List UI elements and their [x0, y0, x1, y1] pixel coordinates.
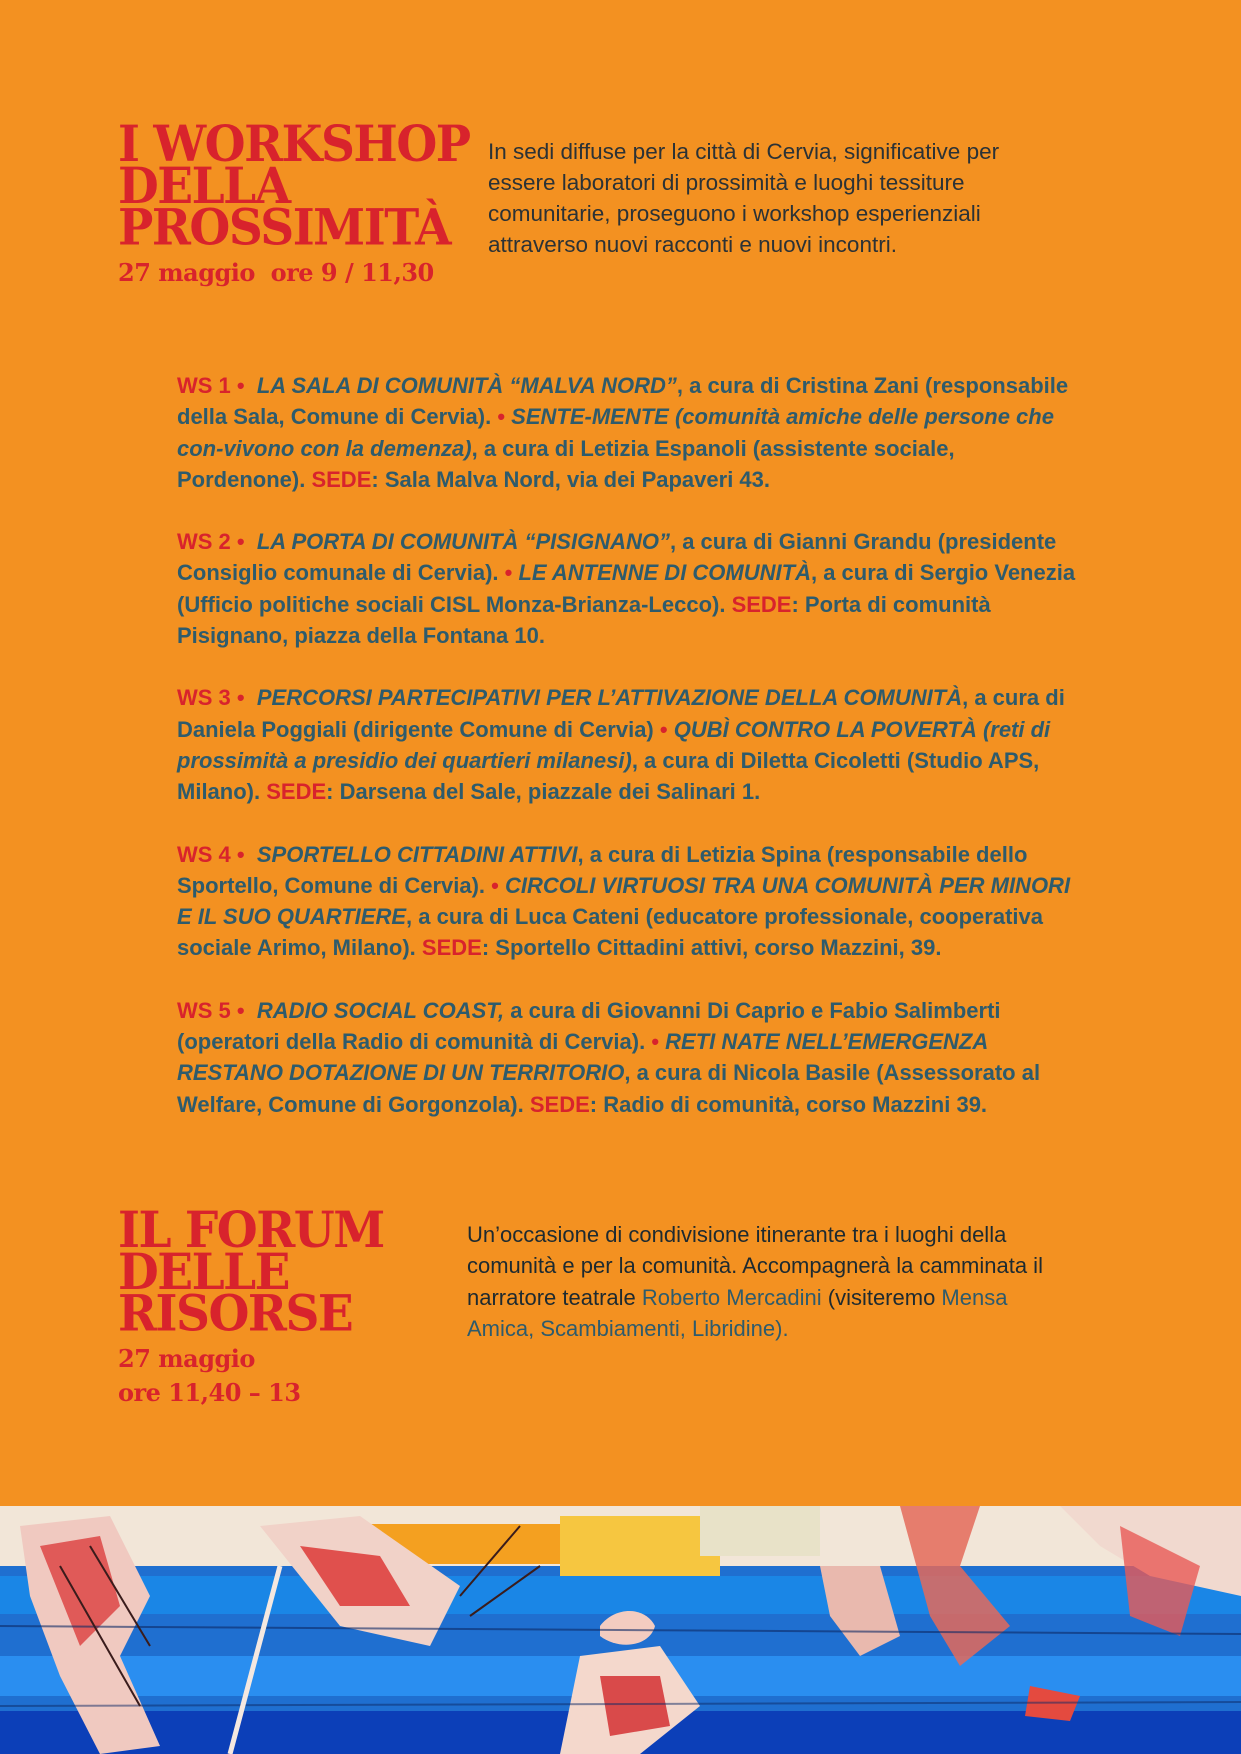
bullet: •	[659, 716, 668, 742]
workshop-number: WS 5	[177, 997, 231, 1023]
workshop-b-text: , a cura di Letizia Espanoli (assistente sociale, Pordenone).	[177, 435, 955, 492]
forum-time: ore 11,40 – 13	[118, 1378, 301, 1407]
workshop-title	[118, 115, 478, 258]
sede-label: SEDE	[529, 1091, 590, 1117]
workshop-a-text: , a cura di Gianni Grandu (presidente Consiglio comunale di Cervia).	[177, 529, 1057, 586]
forum-title-line-3: RISORSE	[118, 1285, 353, 1344]
workshop-item-2	[177, 526, 1077, 651]
workshop-a-text: , a cura di Cristina Zani (responsabile della Sala, Comune di Cervia).	[177, 373, 1069, 430]
workshop-datetime	[118, 258, 434, 288]
forum-date: 27 maggio	[118, 1344, 255, 1373]
forum-title-line-1: IL FORUM	[118, 1201, 384, 1260]
bullet: •	[236, 841, 245, 867]
bullet: •	[236, 373, 245, 398]
workshop-number: WS 4	[177, 841, 231, 867]
workshop-a-title: LA SALA DI COMUNITÀ “MALVA NORD”	[256, 373, 677, 398]
forum-datetime	[118, 1342, 301, 1410]
sede-text: : Porta di comunità Pisignano, piazza della Fontana 10.	[177, 591, 991, 649]
workshop-a-title: RADIO SOCIAL COAST,	[256, 997, 505, 1023]
workshop-time: ore 9 / 11,30	[270, 258, 434, 287]
workshop-b-text: , a cura di Sergio Venezia (Ufficio politiche sociali CISL Monza-Brianza-Lecco).	[177, 560, 1076, 617]
sede-label: SEDE	[421, 935, 482, 961]
workshop-b-title: QUBÌ CONTRO LA POVERTÀ (reti di prossimità a presidio dei quartieri milanesi)	[177, 716, 1051, 773]
sede-text: : Sportello Cittadini attivi, corso Mazzini, 39.	[481, 935, 942, 961]
workshop-a-title: LA PORTA DI COMUNITÀ “PISIGNANO”	[256, 529, 670, 555]
sede-label: SEDE	[311, 466, 372, 492]
workshop-b-text: , a cura di Nicola Basile (Assessorato al Welfare, Comune di Gorgonzola).	[177, 1060, 1041, 1117]
bullet: •	[491, 872, 499, 898]
workshop-date: 27 maggio	[118, 258, 255, 287]
forum-narrator: Roberto Mercadini	[641, 1284, 822, 1310]
workshop-item-1	[177, 370, 1077, 495]
workshop-b-title: RETI NATE NELL’EMERGENZA RESTANO DOTAZIONE DI UN TERRITORIO	[177, 1029, 988, 1086]
bullet: •	[651, 1029, 660, 1055]
workshop-intro: In sedi diffuse per la città di Cervia, significative per essere laboratori di prossimità e luoghi tessiture comunitarie, proseguono i workshop esperienziali attraverso nuovi racconti e nuovi incontri.	[488, 139, 1000, 257]
workshop-item-4	[177, 839, 1077, 964]
workshop-b-text: , a cura di Diletta Cicoletti (Studio APS, Milano).	[177, 747, 1040, 805]
workshop-a-text: , a cura di Letizia Spina (responsabile dello Sportello, Comune di Cervia).	[177, 841, 1028, 898]
artwork-image	[0, 1506, 1241, 1754]
workshop-title-line-3: PROSSIMITÀ	[118, 199, 451, 258]
bullet: •	[504, 560, 513, 586]
painting-illustration	[0, 1506, 1241, 1754]
workshop-a-text: a cura di Giovanni Di Caprio e Fabio Salimberti (operatori della Radio di comunità di Cervia).	[177, 997, 1001, 1055]
workshop-b-text: , a cura di Luca Cateni (educatore professionale, cooperativa sociale Arimo, Milano).	[177, 904, 1043, 961]
bullet: •	[497, 404, 506, 430]
workshop-number: WS 1	[177, 373, 231, 398]
workshop-title-line-1: I WORKSHOP	[118, 115, 470, 174]
workshop-number: WS 3	[177, 685, 231, 711]
workshop-title-line-2: DELLA	[118, 157, 290, 216]
forum-places: Mensa Amica, Scambiamenti, Libridine).	[467, 1284, 1008, 1341]
workshop-a-title: SPORTELLO CITTADINI ATTIVI	[256, 841, 578, 867]
workshop-b-title: SENTE-MENTE (comunità amiche delle persone che con-vivono con la demenza)	[177, 404, 1054, 461]
forum-title	[118, 1201, 438, 1344]
sede-label: SEDE	[731, 591, 792, 617]
workshop-b-title: LE ANTENNE DI COMUNITÀ	[518, 560, 811, 586]
sede-label: SEDE	[266, 779, 327, 805]
sede-text: : Darsena del Sale, piazzale dei Salinari 1.	[326, 779, 761, 805]
forum-title-line-2: DELLE	[118, 1243, 289, 1302]
workshop-item-5	[177, 995, 1077, 1120]
workshop-b-title: CIRCOLI VIRTUOSI TRA UNA COMUNITÀ PER MINORI E IL SUO QUARTIERE	[177, 872, 1071, 930]
workshop-list	[177, 370, 1077, 1151]
workshop-a-text: , a cura di Daniela Poggiali (dirigente Comune di Cervia)	[177, 685, 1065, 742]
workshop-item-3	[177, 682, 1077, 807]
sede-text: : Radio di comunità, corso Mazzini 39.	[589, 1091, 988, 1117]
forum-text-2: (visiteremo	[821, 1284, 942, 1310]
forum-description	[467, 1219, 1067, 1344]
sede-text: : Sala Malva Nord, via dei Papaveri 43.	[371, 466, 771, 492]
bullet: •	[236, 529, 245, 555]
bullet: •	[236, 997, 245, 1023]
bullet: •	[236, 685, 245, 711]
workshop-a-title: PERCORSI PARTECIPATIVI PER L’ATTIVAZIONE DELLA COMUNITÀ	[256, 685, 963, 711]
workshop-number: WS 2	[177, 529, 231, 555]
forum-text-1: Un’occasione di condivisione itinerante tra i luoghi della comunità e per la comunità. Accompagnerà la camminata il narratore teatrale	[467, 1222, 1043, 1310]
